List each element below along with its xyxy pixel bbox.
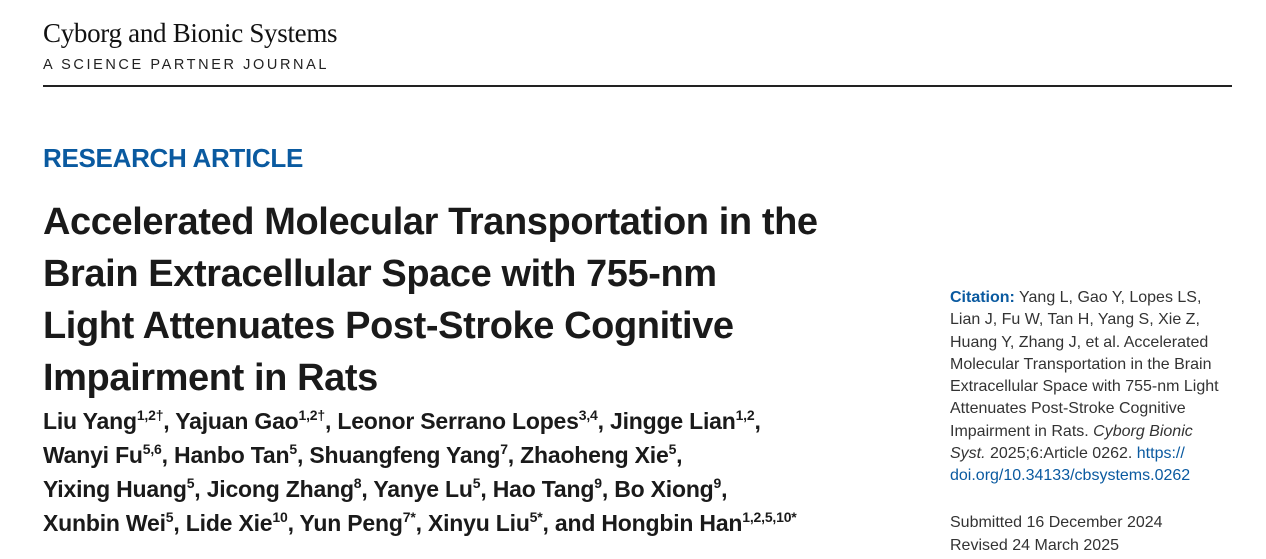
author-separator: , (721, 476, 728, 502)
author-name: Leonor Serrano Lopes (337, 408, 579, 434)
title-line-3: Light Attenuates Post-Stroke Cognitive (43, 305, 734, 347)
author-name: Yajuan Gao (175, 408, 299, 434)
author-separator: , (296, 442, 310, 468)
citation-line-9 (950, 465, 1240, 487)
author-separator: , (480, 476, 493, 502)
author-separator: , (361, 476, 374, 502)
author-affiliation: 7* (402, 509, 416, 525)
author-separator: , (601, 476, 615, 502)
citation-volume: 2025;6:Article 0262. (985, 445, 1137, 463)
citation-block (950, 287, 1240, 488)
author-name: Wanyi Fu (43, 442, 143, 468)
author-affiliation: 9 (713, 475, 722, 491)
submission-dates (950, 512, 1163, 557)
author-affiliation: 1,2,5,10* (742, 509, 797, 525)
author-line-3 (43, 472, 923, 506)
author-affiliation: 5,6 (142, 441, 162, 457)
author-separator: , (324, 408, 338, 434)
author-name: Yanye Lu (373, 476, 473, 502)
author-name: Xinyu Liu (427, 510, 530, 536)
author-name: Yun Peng (299, 510, 403, 536)
author-separator: , (163, 408, 176, 434)
author-affiliation: 5* (529, 509, 543, 525)
author-affiliation: 5 (186, 475, 195, 491)
title-line-2: Brain Extracellular Space with 755-nm (43, 253, 717, 295)
doi-link[interactable]: https:// (1136, 445, 1185, 463)
citation-label: Citation: (950, 289, 1015, 306)
citation-line-2: Lian J, Fu W, Tan H, Yang S, Xie Z, (950, 311, 1200, 329)
author-name: Yixing Huang (43, 476, 187, 502)
author-affiliation: 9 (594, 475, 602, 491)
citation-line-5: Extracellular Space with 755-nm Light (950, 378, 1219, 396)
journal-name: Cyborg and Bionic Systems (43, 18, 338, 48)
citation-journal: Cyborg Bionic (1093, 422, 1193, 440)
author-affiliation: 10 (272, 509, 288, 525)
citation-line-3: Huang Y, Zhang J, et al. Accelerated (950, 333, 1209, 351)
author-separator: , (597, 408, 610, 434)
author-name: Xunbin Wei (43, 510, 166, 536)
author-name: Liu Yang (43, 408, 137, 434)
author-affiliation: 1,2† (298, 407, 325, 423)
author-affiliation: 5 (668, 441, 677, 457)
author-affiliation: 3,4 (578, 407, 598, 423)
citation-line-6: Attenuates Post-Stroke Cognitive (950, 400, 1186, 418)
author-name: Shuangfeng Yang (309, 442, 501, 468)
author-line-4 (43, 506, 923, 540)
title-line-4: Impairment in Rats (43, 357, 378, 399)
author-separator: , (173, 510, 186, 536)
journal-tagline: A SCIENCE PARTNER JOURNAL (43, 57, 330, 73)
author-line-2 (43, 438, 923, 472)
author-list (43, 404, 923, 540)
author-line-1 (43, 404, 923, 438)
author-name: Bo Xiong (614, 476, 714, 502)
author-affiliation: 8 (353, 475, 362, 491)
author-separator: , (754, 408, 761, 434)
author-affiliation: 5 (289, 441, 297, 457)
author-name: Jingge Lian (610, 408, 736, 434)
author-name: Hongbin Han (601, 510, 743, 536)
article-title (43, 196, 863, 404)
citation-text: Yang L, Gao Y, Lopes LS, (1014, 289, 1202, 306)
author-affiliation: 5 (165, 509, 174, 525)
revised-date: Revised 24 March 2025 (950, 536, 1119, 554)
doi-link[interactable]: doi.org/10.34133/cbsystems.0262 (950, 467, 1191, 485)
author-affiliation: 5 (472, 475, 481, 491)
header-rule (43, 85, 1232, 87)
citation-line-1 (950, 287, 1240, 309)
citation-text: Impairment in Rats. (950, 422, 1094, 440)
citation-line-8 (950, 443, 1240, 465)
author-name: Jicong Zhang (206, 476, 354, 502)
citation-journal: Syst. (950, 445, 986, 463)
author-separator: , (676, 442, 683, 468)
author-separator: , and (542, 510, 602, 536)
author-name: Zhaoheng Xie (520, 442, 669, 468)
citation-line-4: Molecular Transportation in the Brain (950, 355, 1212, 373)
author-name: Hao Tang (492, 476, 595, 502)
author-name: Hanbo Tan (174, 442, 290, 468)
author-separator: , (507, 442, 521, 468)
author-separator: , (194, 476, 207, 502)
author-separator: , (287, 510, 300, 536)
author-affiliation: 1,2 (735, 407, 755, 423)
author-separator: , (161, 442, 175, 468)
submitted-date: Submitted 16 December 2024 (950, 514, 1163, 531)
author-name: Lide Xie (185, 510, 273, 536)
author-affiliation: 1,2† (136, 407, 164, 423)
author-affiliation: 7 (500, 441, 508, 457)
article-type-label: RESEARCH ARTICLE (43, 143, 304, 173)
author-separator: , (415, 510, 428, 536)
citation-line-7 (950, 421, 1240, 443)
title-line-1: Accelerated Molecular Transportation in the (43, 201, 818, 243)
